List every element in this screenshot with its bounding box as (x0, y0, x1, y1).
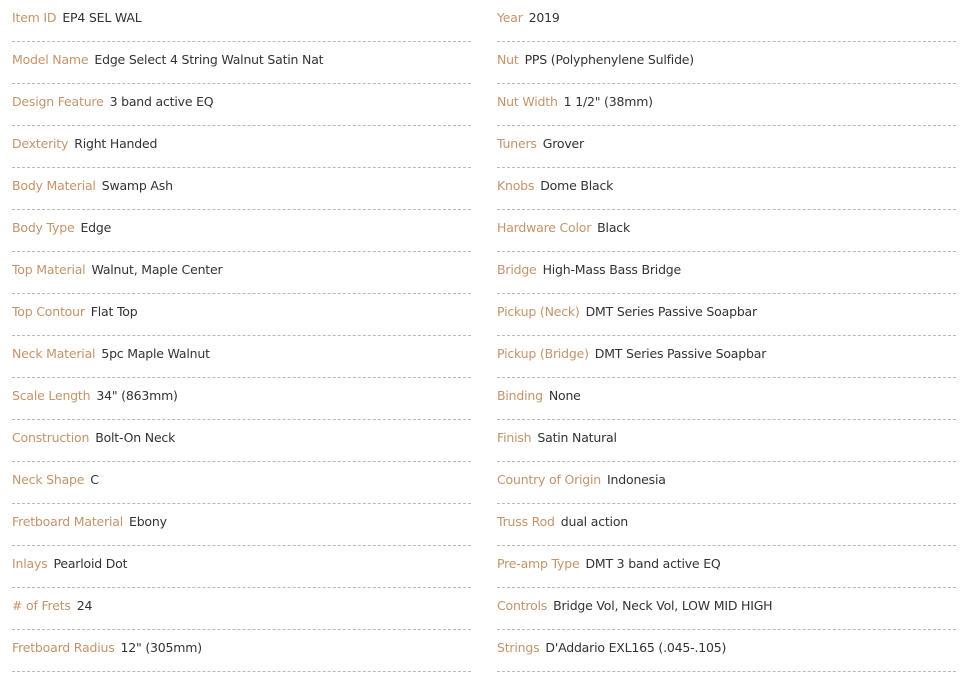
spec-value: Bolt-On Neck (95, 430, 176, 445)
spec-label: Finish (497, 430, 532, 445)
spec-value: 3 band active EQ (109, 94, 214, 109)
spec-value: High-Mass Bass Bridge (542, 262, 682, 277)
spec-label: Year (497, 10, 523, 25)
spec-row-strings (497, 630, 956, 672)
spec-value: None (548, 388, 581, 403)
spec-row-body-type (12, 210, 471, 252)
spec-value: Flat Top (90, 304, 138, 319)
spec-row-year (497, 0, 956, 42)
spec-row-pickup-neck (497, 294, 956, 336)
spec-value: D'Addario EXL165 (.045-.105) (545, 640, 727, 655)
spec-value: Walnut, Maple Center (91, 262, 223, 277)
spec-row-binding (497, 378, 956, 420)
spec-value: Pearloid Dot (53, 556, 128, 571)
spec-value: Black (597, 220, 630, 235)
spec-label: Inlays (12, 556, 48, 571)
spec-label: Nut Width (497, 94, 558, 109)
spec-label: Model Name (12, 52, 89, 67)
spec-value: Edge Select 4 String Walnut Satin Nat (94, 52, 324, 67)
spec-label: Item ID (12, 10, 57, 25)
spec-row-fretboard-radius (12, 630, 471, 672)
spec-label: Pickup (Neck) (497, 304, 580, 319)
spec-row-model-name (12, 42, 471, 84)
spec-row-neck-material (12, 336, 471, 378)
spec-value: DMT 3 band active EQ (585, 556, 721, 571)
spec-row-neck-shape (12, 462, 471, 504)
spec-row-number-of-frets (12, 588, 471, 630)
spec-label: Neck Material (12, 346, 96, 361)
spec-row-dexterity (12, 126, 471, 168)
spec-value: C (90, 472, 99, 487)
spec-value: 24 (76, 598, 93, 613)
spec-row-nut (497, 42, 956, 84)
spec-row-item-id (12, 0, 471, 42)
spec-row-inlays (12, 546, 471, 588)
spec-value: Right Handed (74, 136, 158, 151)
spec-row-bridge (497, 252, 956, 294)
spec-label: Fretboard Material (12, 514, 123, 529)
spec-value: DMT Series Passive Soapbar (585, 304, 757, 319)
spec-label: Top Material (12, 262, 86, 277)
spec-value: Edge (80, 220, 112, 235)
spec-value: Grover (542, 136, 584, 151)
spec-value: dual action (560, 514, 629, 529)
spec-label: Truss Rod (497, 514, 555, 529)
spec-label: Body Material (12, 178, 96, 193)
spec-label: Knobs (497, 178, 535, 193)
spec-value: Bridge Vol, Neck Vol, LOW MID HIGH (553, 598, 773, 613)
spec-value: Dome Black (540, 178, 614, 193)
spec-value: 1 1/2" (38mm) (563, 94, 653, 109)
spec-row-tuners (497, 126, 956, 168)
spec-label: Binding (497, 388, 543, 403)
spec-row-hardware-color (497, 210, 956, 252)
spec-value: 12" (305mm) (120, 640, 202, 655)
spec-label: Construction (12, 430, 90, 445)
spec-value: Ebony (129, 514, 167, 529)
spec-label: Controls (497, 598, 548, 613)
spec-value: 2019 (528, 10, 560, 25)
spec-row-truss-rod (497, 504, 956, 546)
spec-column-right (497, 0, 956, 672)
spec-value: Satin Natural (537, 430, 617, 445)
spec-label: Pre-amp Type (497, 556, 580, 571)
spec-value: 34" (863mm) (96, 388, 178, 403)
spec-row-top-material (12, 252, 471, 294)
spec-row-knobs (497, 168, 956, 210)
spec-column-left (12, 0, 471, 672)
spec-label: Top Contour (12, 304, 85, 319)
spec-row-pickup-bridge (497, 336, 956, 378)
spec-value: DMT Series Passive Soapbar (594, 346, 767, 361)
spec-row-country-of-origin (497, 462, 956, 504)
spec-value: PPS (Polyphenylene Sulfide) (524, 52, 694, 67)
spec-value: EP4 SEL WAL (62, 10, 142, 25)
spec-row-controls (497, 588, 956, 630)
spec-label: Fretboard Radius (12, 640, 115, 655)
spec-label: Pickup (Bridge) (497, 346, 589, 361)
spec-label: Hardware Color (497, 220, 592, 235)
spec-value: Swamp Ash (101, 178, 173, 193)
spec-row-fretboard-material (12, 504, 471, 546)
spec-row-scale-length (12, 378, 471, 420)
spec-label: Strings (497, 640, 540, 655)
spec-label: Dexterity (12, 136, 69, 151)
spec-label: Scale Length (12, 388, 91, 403)
spec-label: Neck Shape (12, 472, 85, 487)
spec-value: 5pc Maple Walnut (101, 346, 210, 361)
spec-label: Body Type (12, 220, 75, 235)
spec-row-pre-amp-type (497, 546, 956, 588)
spec-row-body-material (12, 168, 471, 210)
spec-label: Design Feature (12, 94, 104, 109)
spec-row-construction (12, 420, 471, 462)
spec-value: Indonesia (607, 472, 666, 487)
spec-label: # of Frets (12, 598, 71, 613)
spec-row-nut-width (497, 84, 956, 126)
spec-label: Country of Origin (497, 472, 602, 487)
spec-label: Tuners (497, 136, 537, 151)
spec-row-finish (497, 420, 956, 462)
spec-label: Nut (497, 52, 519, 67)
spec-row-top-contour (12, 294, 471, 336)
spec-label: Bridge (497, 262, 537, 277)
spec-row-design-feature (12, 84, 471, 126)
